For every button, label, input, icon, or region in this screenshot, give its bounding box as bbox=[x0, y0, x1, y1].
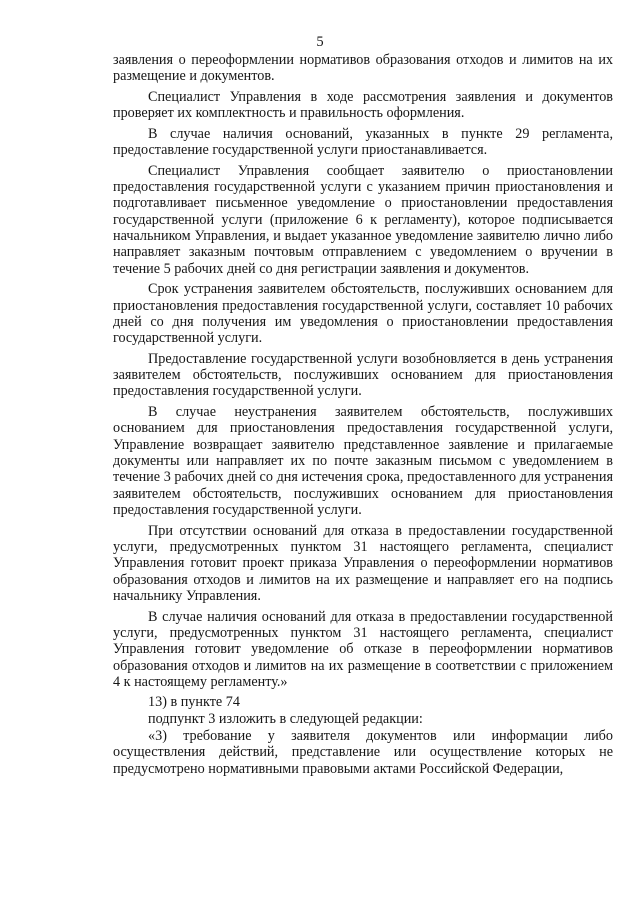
paragraph: заявления о переоформлении нормативов образования отходов и лимитов на их размещение и документов. bbox=[113, 52, 613, 85]
paragraph: Специалист Управления в ходе рассмотрения заявления и документов проверяет их комплектность и правильность оформления. bbox=[113, 88, 613, 122]
page-number: 5 bbox=[316, 34, 324, 50]
document-body bbox=[113, 52, 613, 781]
paragraph: В случае наличия оснований для отказа в предоставлении государственной услуги, предусмотренных пунктом 31 настоящего регламента, специалист Управления готовит уведомление об отказе в переоформлении нормативов образования отходов и лимитов на их размещение в соответствии с приложением 4 к настоящему регламенту.» bbox=[113, 608, 613, 690]
paragraph: подпункт 3 изложить в следующей редакции: bbox=[148, 711, 423, 728]
paragraph: Предоставление государственной услуги возобновляется в день устранения заявителем обстоятельств, послуживших основанием для приостановления предоставления государственной услуги. bbox=[113, 350, 613, 400]
paragraph: Срок устранения заявителем обстоятельств, послуживших основанием для приостановления предоставления государственной услуги, составляет 10 рабочих дней со дня получения им уведомления о приостановлении предоставления государственной услуги. bbox=[113, 281, 613, 347]
paragraph: 13) в пункте 74 bbox=[148, 694, 240, 711]
paragraph: «3) требование у заявителя документов или информации либо осуществления действий, представление или осуществление которых не предусмотрено нормативными правовыми актами Российской Федерации, bbox=[113, 728, 613, 777]
paragraph: При отсутствии оснований для отказа в предоставлении государственной услуги, предусмотренных пунктом 31 настоящего регламента, специалист Управления готовит проект приказа Управления о переоформлении нормативов образования отходов и лимитов на их размещение и направляет его на подпись начальнику Управления. bbox=[113, 522, 613, 604]
paragraph: Специалист Управления сообщает заявителю о приостановлении предоставления государственной услуги с указанием причин приостановления и подготавливает письменное уведомление о приостановлении предоставления государственной услуги (приложение 6 к регламенту), которое подписывается начальником Управления, и выдает указанное уведомление заявителю лично либо направляет заказным почтовым отправлением с уведомлением о вручении в течение 5 рабочих дней со дня регистрации заявления и документов. bbox=[113, 162, 613, 277]
paragraph: В случае неустранения заявителем обстоятельств, послуживших основанием для приостановления предоставления государственной услуги, Управление возвращает заявителю представленное заявление и прилагаемые документы или направляет их по почте заказным письмом с уведомлением в течение 3 рабочих дней со дня истечения срока, предоставленного для устранения заявителем обстоятельств, послуживших основанием для приостановления предоставления государственной услуги. bbox=[113, 404, 613, 519]
paragraph: В случае наличия оснований, указанных в пункте 29 регламента, предоставление государственной услуги приостанавливается. bbox=[113, 125, 613, 159]
